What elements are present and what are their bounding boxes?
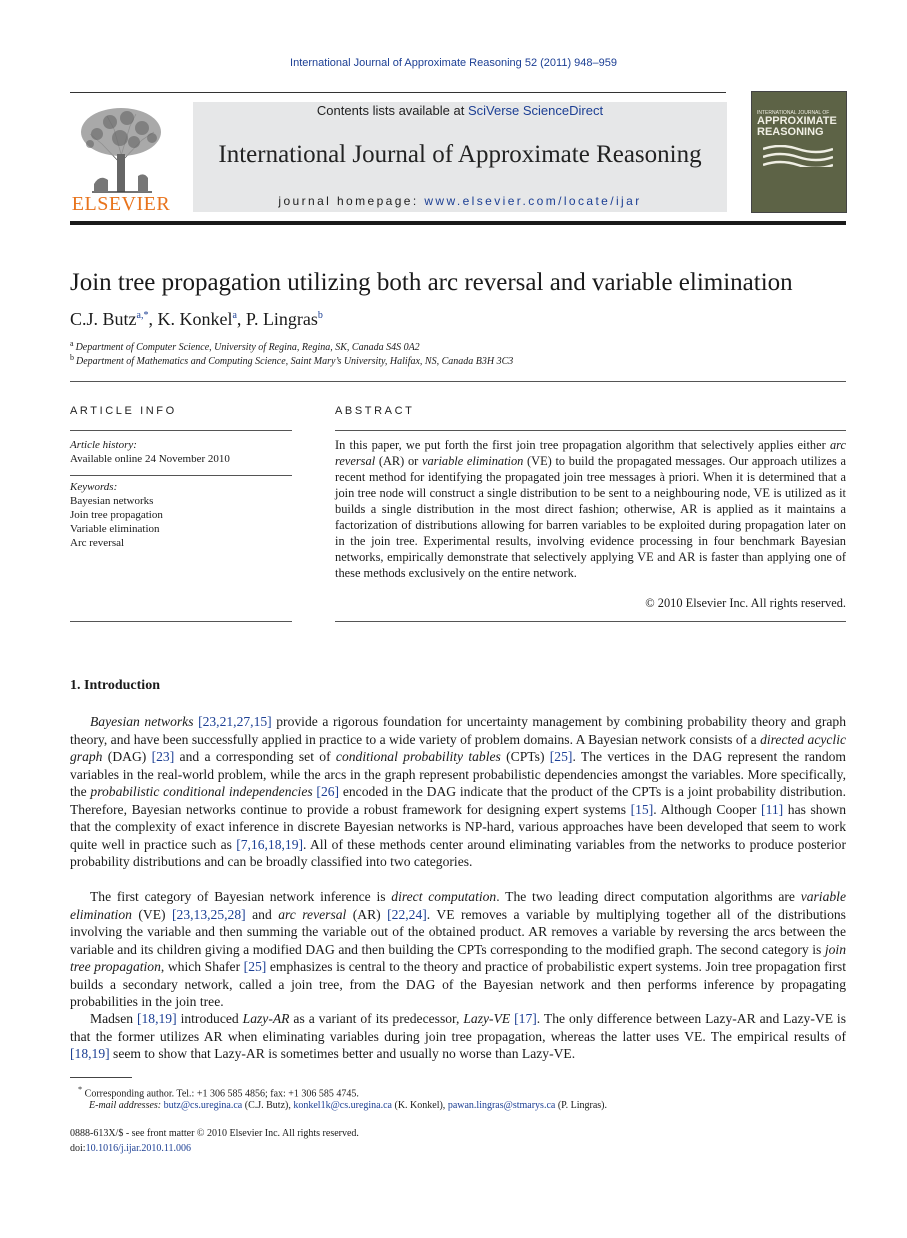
author-affiliation-mark[interactable]: b [317, 310, 323, 321]
contents-prefix: Contents lists available at [316, 103, 468, 118]
info-rule [70, 475, 292, 476]
author-affiliation-mark[interactable]: a [232, 310, 237, 321]
text-run: . The only difference between Lazy-AR and Lazy-VE is that the former utilizes AR when eliminating variables during join tree propagation, whereas the latter uses VE. The empirical results of [70, 1011, 847, 1044]
citation-link[interactable]: [18,19] [70, 1046, 110, 1061]
journal-reference[interactable]: International Journal of Approximate Reasoning 52 (2011) 948–959 [290, 57, 617, 69]
keyword: Variable elimination [70, 523, 160, 535]
keywords-label: Keywords: [70, 481, 118, 493]
citation-link[interactable]: [23,13,25,28] [172, 906, 246, 922]
abstract-term: variable elimination [421, 454, 524, 468]
text-run: The first category of Bayesian network inference is [90, 889, 392, 904]
contents-line [193, 103, 727, 118]
sciencedirect-link[interactable]: SciVerse ScienceDirect [467, 103, 604, 118]
footnote-rule [70, 1077, 132, 1078]
history-label: Article history: [70, 439, 137, 451]
text-run: (CPTs) [500, 749, 550, 764]
text-run: (VE) [131, 906, 173, 922]
text-run: and [245, 906, 279, 922]
affiliation-mark: b [70, 353, 74, 362]
email-owner: (P. Lingras). [555, 1100, 607, 1111]
keyword: Arc reversal [70, 537, 125, 549]
homepage-line [193, 194, 727, 208]
citation-link[interactable]: [17] [514, 1011, 537, 1026]
citation-link[interactable]: [18,19] [136, 1011, 177, 1026]
affiliation [70, 353, 513, 367]
author-list: C.J. Butz$^{a,*}$, K. Konkel$^a$, P. Lingras$^b$ [70, 309, 323, 329]
text-run: . VE removes a variable by multiplying together all of the distributions involving the variable and then summing the variable out of the obtained product. AR removes a variable by reversing the arcs between the variable and its children giving a modified DAG and then building the CPTs corresponding to the modified graph. The second category is [70, 906, 846, 957]
italic-term: Lazy-VE [463, 1011, 511, 1026]
text-run: (AR) [346, 906, 388, 922]
publisher-logo-text: ELSEVIER [71, 193, 171, 215]
copyright-notice: © 2010 Elsevier Inc. All rights reserved. [645, 596, 846, 610]
doi-line [70, 1143, 191, 1154]
abstract-heading: ABSTRACT [335, 405, 415, 417]
keyword: Bayesian networks [70, 495, 154, 507]
italic-term: arc reversal [278, 906, 347, 922]
citation-link[interactable]: [22,24] [387, 906, 427, 922]
history-value: Available online 24 November 2010 [70, 453, 230, 465]
journal-title: International Journal of Approximate Reasoning [218, 141, 702, 168]
italic-term: direct computation [391, 889, 497, 904]
homepage-link[interactable]: www.elsevier.com/locate/ijar [424, 194, 642, 208]
author-name: C.J. Butz [70, 309, 137, 329]
email-link[interactable]: pawan.lingras@stmarys.ca [447, 1100, 556, 1111]
citation-link[interactable]: [11] [761, 801, 784, 817]
text-run: emphasizes is central to the theory and practice of probabilistic expert systems. Join tree propagation first builds a secondary network, called a join tree, from the DAG of the Bayesian network and then performs inference by propagating probabilities in the join tree. [70, 959, 846, 1009]
text-run: . The vertices in the DAG represent the random variables in the real-world problem, while the arcs in the graph represent probabilistic dependencies amongst the variables. More specifically, the [70, 749, 846, 799]
text-run: . All of these methods center around eliminating variables from the networks to produce posterior probability distributions and can be broadly classified into two categories. [70, 836, 846, 869]
citation-link[interactable]: [15] [630, 801, 654, 817]
abstract-rule [335, 621, 846, 622]
abstract-rule [335, 430, 846, 431]
italic-term: variable elimination [70, 889, 846, 922]
italic-term: join tree propagation [70, 941, 846, 974]
italic-term: conditional probability tables [335, 749, 501, 764]
affiliation-mark: a [70, 339, 74, 348]
author-name: P. Lingras [245, 309, 318, 329]
text-run: and a corresponding set of [174, 749, 336, 764]
citation-link[interactable]: [7,16,18,19] [236, 836, 304, 852]
citation-link[interactable]: [25] [549, 749, 573, 764]
affiliation-text: Department of Computer Science, University of Regina, Regina, SK, Canada S4S 0A2 [75, 342, 420, 353]
corresponding-author-note [78, 1085, 359, 1099]
homepage-prefix: journal homepage: [278, 194, 425, 208]
author-name: K. Konkel [157, 309, 233, 329]
italic-term: probabilistic conditional independencies [90, 784, 313, 799]
abstract-segment: (VE) to build the propagated messages. Our approach utilizes a recent method for identifying the propagated join tree messages à priori. When it is determined that a join tree node will construct a single distribution to be sent to a neighbouring node, VE is utilized as it builds a single distribution in the most direct fashion; otherwise, AR is applied as it maintains a factorization of distributions allowing for barren variables to be exploited during propagation later on in the join tree. Experimental results, involving evidence processing in four benchmark Bayesian networks, empirically demonstrate that selectively applying VE and AR is faster than applying one of these methods exclusively on the entire network. [335, 454, 846, 580]
text-run: seem to show that Lazy-AR is sometimes better and usually no worse than Lazy-VE. [109, 1046, 576, 1061]
footnote-text: Corresponding author. Tel.: +1 306 585 4856; fax: +1 306 585 4745. [84, 1088, 359, 1100]
info-rule [70, 621, 292, 622]
abstract-text [335, 437, 846, 581]
header-rule [70, 381, 846, 382]
paragraph-text [70, 889, 846, 1009]
text-run: . Although Cooper [653, 801, 762, 817]
italic-term: Lazy-AR [242, 1011, 290, 1026]
masthead-top-rule [70, 92, 726, 93]
cover-wave-graphic [763, 145, 833, 167]
cover-subtitle: INTERNATIONAL JOURNAL OF [757, 110, 830, 116]
cover-title-line2: REASONING [757, 126, 824, 138]
email-label: E-mail addresses: [89, 1100, 162, 1111]
cover-title [757, 116, 841, 138]
abstract-term: arc reversal [335, 438, 846, 468]
issn-line: 0888-613X/$ - see front matter © 2010 Elsevier Inc. All rights reserved. [70, 1128, 359, 1139]
text-run: encoded in the DAG indicate that the product of the CPTs is a joint probability distribution. Therefore, Bayesian networks continue to provide a robust framework for designing expert systems [70, 784, 846, 817]
elsevier-tree-logo [72, 104, 170, 194]
italic-term: directed acyclic graph [70, 731, 847, 764]
email-note [89, 1100, 607, 1111]
keyword: Join tree propagation [70, 509, 163, 521]
section-heading: 1. Introduction [70, 678, 160, 693]
affiliation [70, 339, 420, 353]
italic-term: Bayesian networks [90, 714, 194, 729]
doi-label: doi: [70, 1143, 86, 1154]
cover-title-line1: APPROXIMATE [757, 115, 837, 127]
email-link[interactable]: konkel1k@cs.uregina.ca [293, 1100, 392, 1111]
doi-link[interactable]: 10.1016/j.ijar.2010.11.006 [85, 1143, 192, 1154]
abstract-segment: (AR) or [375, 454, 422, 468]
text-run: , which Shafer [160, 959, 244, 974]
text-run: provide a rigorous foundation for uncertainty management by combining probability theory and graph theory, and have been successfully applied in practice to a wide variety of problem domains. A Bayesian network consists of a [70, 714, 846, 747]
citation-link[interactable]: [23,21,27,15] [198, 714, 272, 729]
masthead-bottom-rule [70, 221, 846, 225]
abstract-segment: In this paper, we put forth the first join tree propagation algorithm that selectively applies either [335, 438, 830, 452]
article-title: Join tree propagation utilizing both arc reversal and variable elimination [70, 269, 793, 296]
text-run: (DAG) [102, 749, 152, 764]
info-rule [70, 430, 292, 431]
paragraph-text [70, 714, 846, 869]
text-run: . The two leading direct computation algorithms are [496, 889, 801, 904]
affiliation-text: Department of Mathematics and Computing Science, Saint Mary’s University, Halifax, NS, Canada B3H 3C3 [76, 356, 514, 367]
text-run: as a variant of its predecessor, [289, 1011, 464, 1026]
text-run: introduced [176, 1011, 243, 1026]
citation-link[interactable]: [23] [151, 749, 175, 764]
body-paragraph [70, 888, 846, 1011]
body-paragraph [70, 713, 846, 871]
citation-link[interactable]: [26] [316, 784, 340, 799]
body-paragraph [70, 1010, 846, 1063]
text-run: Madsen [90, 1011, 137, 1026]
email-owner: (C.J. Butz), [242, 1100, 294, 1111]
paragraph-text [70, 1011, 846, 1061]
citation-link[interactable]: [25] [243, 959, 267, 974]
email-link[interactable]: butz@cs.uregina.ca [163, 1100, 243, 1111]
article-info-heading: ARTICLE INFO [70, 405, 177, 417]
email-owner: (K. Konkel), [391, 1100, 448, 1111]
text-run: has shown that the complexity of exact inference in discrete Bayesian networks is NP-hard, various approaches have been developed that seem to work quite well in practice such as [70, 801, 847, 852]
footnote-mark: * [78, 1085, 83, 1094]
author-affiliation-mark[interactable]: a,* [136, 310, 149, 321]
